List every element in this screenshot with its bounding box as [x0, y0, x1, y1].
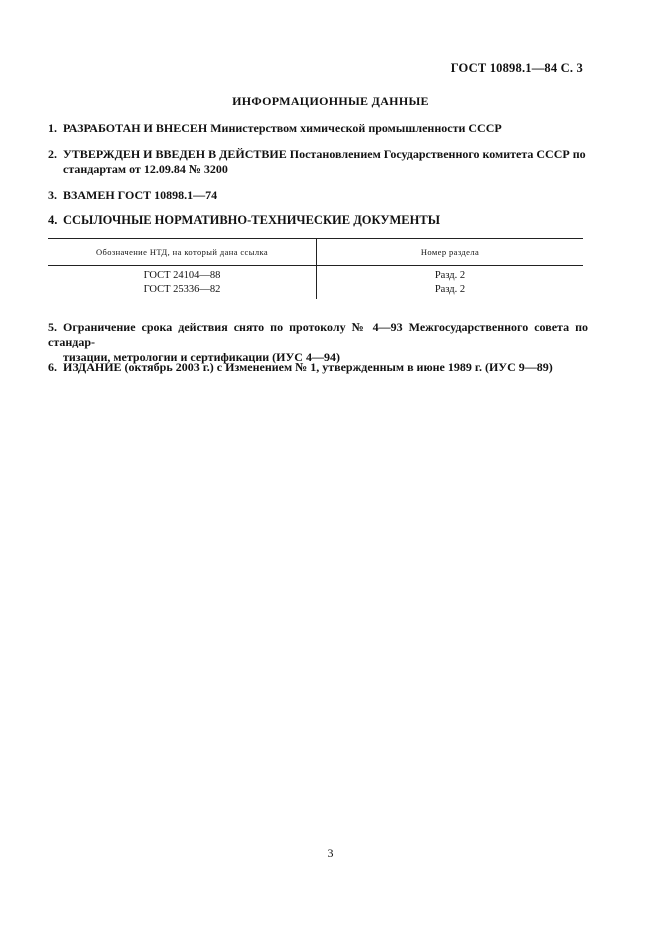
item-text: Министерством химической промышленности СССР [210, 121, 502, 135]
item-number: 4. [48, 213, 58, 227]
table-cell-section: Разд. 2 [434, 270, 466, 281]
table-cell-ntd: ГОСТ 24104—88 [48, 266, 317, 284]
item-number: 1. [48, 121, 57, 135]
table-header-row [48, 239, 583, 266]
column-header-ntd: Обозначение НТД, на который дана ссылка [48, 239, 317, 266]
item-number: 6. [48, 360, 57, 374]
item-number: 3. [48, 188, 57, 202]
reference-documents-table [48, 238, 583, 299]
item-text-continued: стандартам от 12.09.84 № 3200 [63, 162, 228, 176]
table-cell-section: Разд. 2 [434, 284, 466, 295]
item-heading: РАЗРАБОТАН И ВНЕСЕН [63, 121, 208, 135]
info-item-3 [48, 188, 588, 203]
table-row [48, 266, 583, 284]
info-item-1 [48, 121, 588, 136]
info-item-4 [48, 213, 588, 228]
item-heading: УТВЕРЖДЕН И ВВЕДЕН В ДЕЙСТВИЕ [63, 147, 287, 161]
item-number: 5. [48, 320, 57, 334]
document-code: ГОСТ 10898.1—84 С. 3 [450, 61, 583, 75]
item-number: 2. [48, 147, 57, 161]
table-row [48, 283, 583, 299]
item-text: ИЗДАНИЕ (октябрь 2003 г.) с Изменением № 1, утвержденным в июне 1989 г. (ИУС 9—89) [63, 360, 553, 374]
info-item-2 [48, 147, 588, 177]
item-text-continued: тизации, метрологии и сертификации (ИУС 4—94) [63, 350, 340, 364]
item-text: Ограничение срока действия снято по протоколу № 4—93 Межгосударственного совета по стандар- [48, 320, 588, 349]
item-heading: ССЫЛОЧНЫЕ НОРМАТИВНО-ТЕХНИЧЕСКИЕ ДОКУМЕНТЫ [63, 213, 440, 227]
section-title: ИНФОРМАЦИОННЫЕ ДАННЫЕ [232, 94, 429, 108]
info-item-6 [48, 360, 588, 375]
item-heading: ВЗАМЕН ГОСТ 10898.1—74 [63, 188, 218, 202]
item-text: Постановлением Государственного комитета СССР по [289, 147, 586, 161]
column-header-section: Номер раздела [317, 239, 584, 266]
table-cell-ntd: ГОСТ 25336—82 [48, 283, 317, 299]
info-item-5 [48, 320, 588, 365]
page-number: 3 [327, 846, 334, 860]
